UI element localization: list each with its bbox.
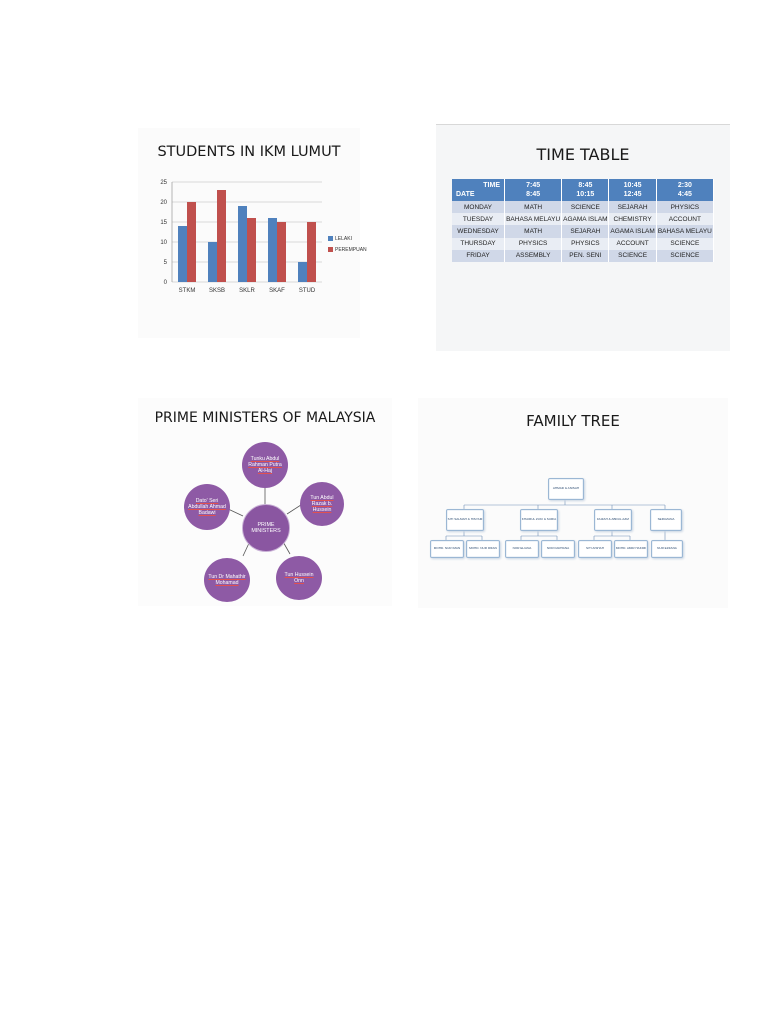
bar-perempuan	[307, 222, 316, 282]
x-tick-label: SKAF	[269, 288, 285, 294]
minister-bubble	[204, 558, 250, 602]
subject-cell: BAHASA MELAYU	[505, 213, 562, 225]
minister-bubble	[242, 442, 288, 488]
day-cell: MONDAY	[452, 201, 505, 213]
time-slot-header	[609, 179, 656, 201]
subject-cell: SEJARAH	[562, 225, 609, 237]
family-tree-node: SERUZANA	[650, 509, 682, 531]
y-tick-label: 20	[160, 200, 167, 206]
bar-perempuan	[277, 222, 286, 282]
timetable-row	[452, 201, 714, 213]
time-slot-end: 8:45	[526, 191, 541, 198]
time-slot-end: 4:45	[677, 191, 692, 198]
family-tree-node: NOR ELIANA	[505, 540, 539, 558]
minister-bubble	[300, 482, 344, 526]
minister-name: Tun Dr Mahathir Mohamad	[208, 573, 246, 586]
bar-lelaki	[208, 242, 217, 282]
subject-cell: CHEMISTRY	[609, 213, 656, 225]
subject-cell: SCIENCE	[656, 238, 713, 250]
timetable-row	[452, 213, 714, 225]
minister-bubble	[276, 556, 322, 600]
bar-lelaki	[238, 206, 247, 282]
timetable-row	[452, 225, 714, 237]
time-slot-start: 2:30	[677, 182, 692, 189]
time-slot-start: 8:45	[578, 182, 593, 189]
subject-cell: BAHASA MELAYU	[656, 225, 713, 237]
day-cell: WEDNESDAY	[452, 225, 505, 237]
y-tick-label: 25	[160, 180, 167, 186]
time-slot-header	[562, 179, 609, 201]
subject-cell: PHYSICS	[656, 201, 713, 213]
y-tick-label: 10	[160, 240, 167, 246]
prime-ministers-center-bubble	[242, 504, 290, 552]
family-tree-node: NOR FARHANA	[541, 540, 575, 558]
timetable	[452, 179, 714, 262]
legend-swatch	[328, 236, 333, 241]
legend-label: LELAKI	[335, 236, 352, 242]
subject-cell: SEJARAH	[609, 201, 656, 213]
family-tree-node: SITI AISHAH	[578, 540, 612, 558]
family-tree-node: KHAIRUL ZUKI & SURIA	[520, 509, 558, 531]
legend-swatch	[328, 247, 333, 252]
y-tick-label: 5	[163, 260, 167, 266]
prime-ministers-slide	[138, 398, 392, 606]
bar-lelaki	[268, 218, 277, 282]
timetable-header-row	[452, 179, 714, 201]
chart-slide	[138, 128, 367, 338]
x-tick-label: SKSB	[208, 288, 226, 294]
minister-bubble	[184, 484, 230, 530]
subject-cell: PEN. SENI	[562, 250, 609, 262]
subject-cell: PHYSICS	[562, 238, 609, 250]
timetable-slide-title: TIME TABLE	[536, 145, 630, 164]
bar-perempuan	[247, 218, 256, 282]
bar-perempuan	[217, 190, 226, 282]
subject-cell: MATH	[505, 225, 562, 237]
day-cell: FRIDAY	[452, 250, 505, 262]
bar-chart	[138, 128, 367, 338]
family-tree-connectors	[418, 398, 728, 608]
minister-name: Tunku Abdul Rahman Putra Al-Haj	[248, 455, 282, 475]
timetable-corner-cell	[452, 179, 505, 201]
bar-perempuan	[187, 202, 196, 282]
day-cell: THURSDAY	[452, 238, 505, 250]
minister-name: Tun Hussein Onn	[284, 571, 314, 584]
legend-label: PEREMPUAN	[335, 247, 367, 253]
time-slot-header	[656, 179, 713, 201]
subject-cell: ACCOUNT	[656, 213, 713, 225]
timetable-slide	[436, 124, 730, 351]
bar-lelaki	[298, 262, 307, 282]
family-tree-node: MOHD. AMIR HAKIMI	[614, 540, 648, 558]
prime-ministers-slide-title: PRIME MINISTERS OF MALAYSIA	[154, 410, 376, 426]
family-tree-slide	[418, 398, 728, 608]
family-tree-node: FAIZAH & ABDUL AZIZ	[594, 509, 632, 531]
subject-cell: MATH	[505, 201, 562, 213]
x-tick-label: STUD	[298, 288, 316, 294]
subject-cell: ASSEMBLY	[505, 250, 562, 262]
y-tick-label: 15	[160, 220, 167, 226]
subject-cell: SCIENCE	[562, 201, 609, 213]
family-tree-node: NUR EZZANA	[651, 540, 683, 558]
family-tree-slide-title: FAMILY TREE	[526, 412, 620, 430]
prime-ministers-connectors	[138, 398, 392, 606]
timetable-row	[452, 238, 714, 250]
chart-slide-title: STUDENTS IN IKM LUMUT	[157, 144, 341, 160]
minister-name: Dato' Seri Abdullah Ahmad Badawi	[188, 497, 226, 517]
time-slot-end: 10:15	[576, 191, 595, 198]
family-tree-node: MOHD. NUR IRFAN	[466, 540, 500, 558]
family-tree-node: SITI SALMAH & HISYAM	[446, 509, 484, 531]
timetable-row	[452, 250, 714, 262]
subject-cell: ACCOUNT	[609, 238, 656, 250]
bar-lelaki	[178, 226, 187, 282]
x-tick-label: SKLR	[239, 288, 255, 294]
subject-cell: SCIENCE	[656, 250, 713, 262]
time-slot-start: 10:45	[623, 182, 642, 189]
time-slot-end: 12:45	[623, 191, 642, 198]
time-slot-start: 7:45	[526, 182, 541, 189]
family-tree-node: MOHD. NUR IMAN	[430, 540, 464, 558]
minister-name: Tun Abdul Razak b. Hussein	[310, 494, 334, 514]
time-slot-header	[505, 179, 562, 201]
subject-cell: AGAMA ISLAM	[609, 225, 656, 237]
family-tree-root-node: AHMAD & ANISAH	[548, 478, 584, 500]
subject-cell: SCIENCE	[609, 250, 656, 262]
corner-time-label: TIME	[483, 182, 500, 189]
x-tick-label: STKM	[178, 288, 196, 294]
y-tick-label: 0	[163, 280, 167, 286]
subject-cell: AGAMA ISLAM	[562, 213, 609, 225]
day-cell: TUESDAY	[452, 213, 505, 225]
center-label: PRIME MINISTERS	[251, 521, 281, 534]
subject-cell: PHYSICS	[505, 238, 562, 250]
corner-date-label: DATE	[456, 191, 475, 198]
